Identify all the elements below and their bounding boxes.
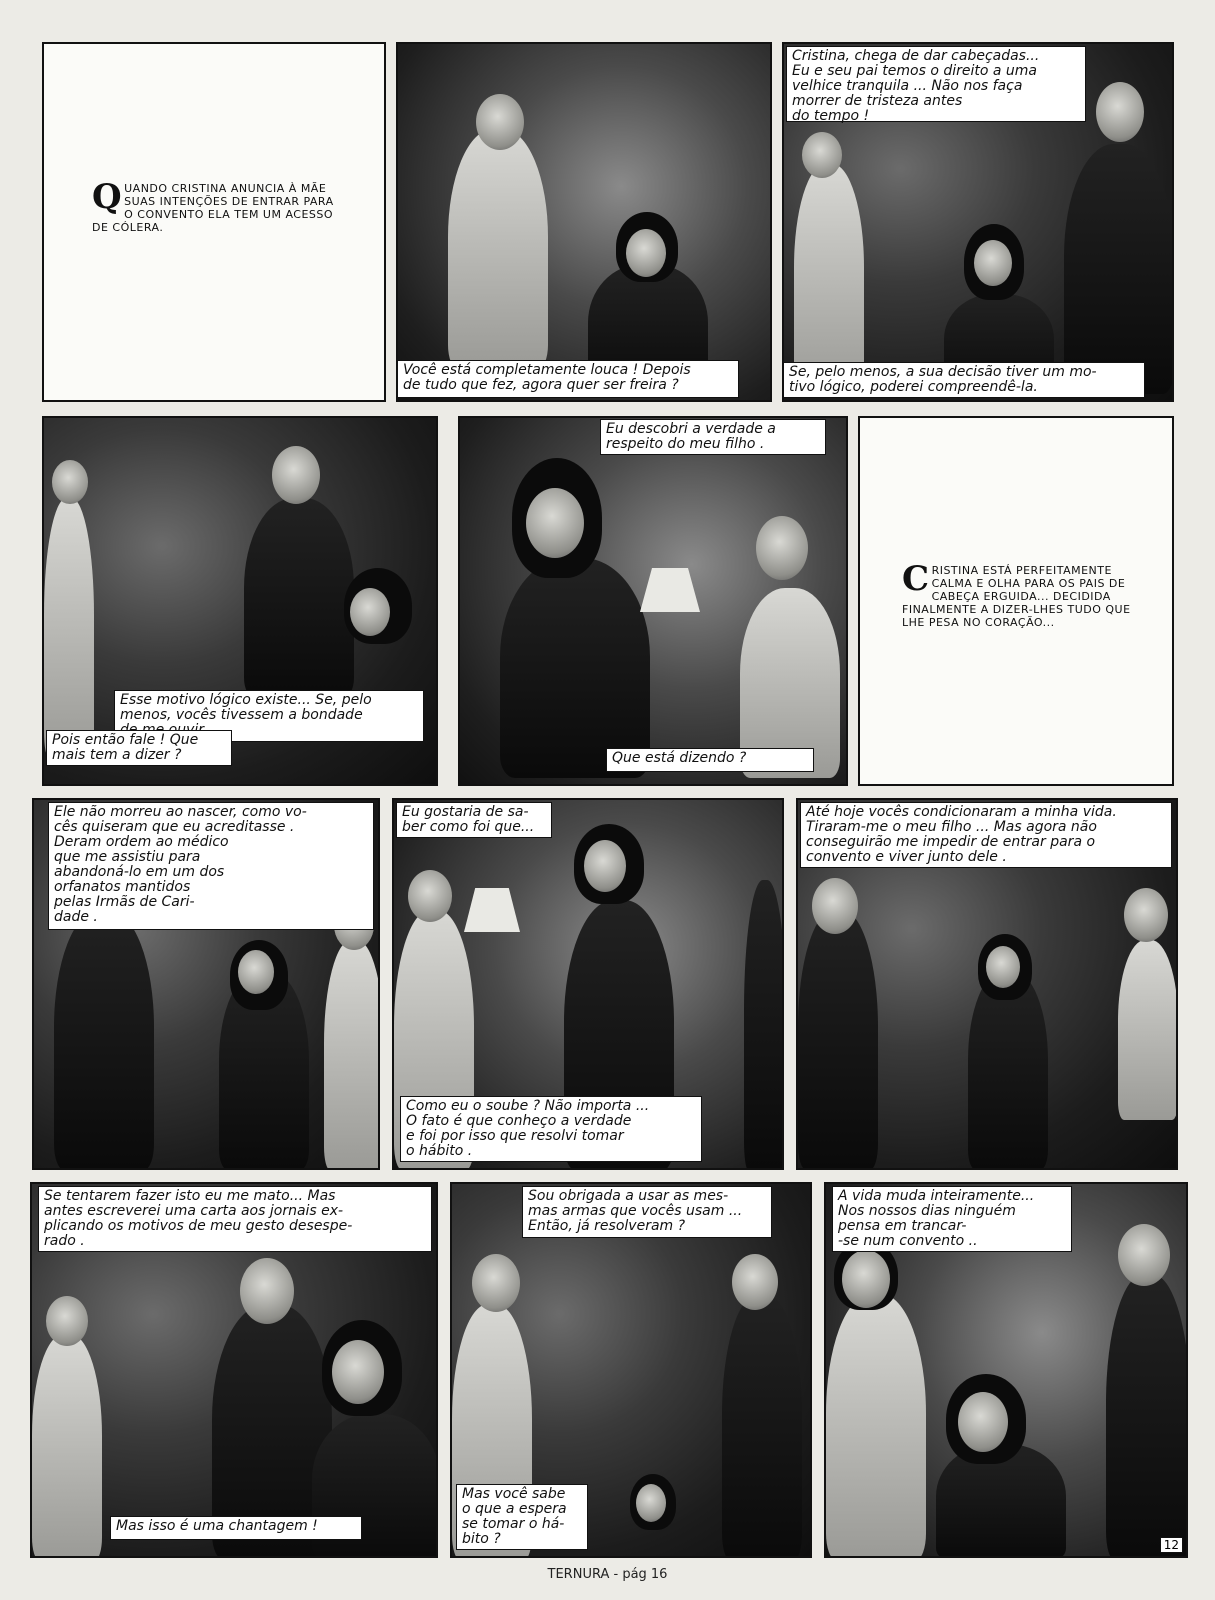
drop-cap: C: [902, 559, 930, 599]
panel-5-photo: [458, 416, 848, 786]
father-figure: [744, 880, 784, 1170]
mother-head: [408, 870, 452, 922]
panel-7-photo: [32, 798, 380, 1170]
table-lamp: [640, 568, 700, 612]
father-head: [732, 1254, 778, 1310]
panel-11-photo: [450, 1182, 812, 1558]
mother-head: [1124, 888, 1168, 942]
speech-bubble: Ele não morreu ao nascer, como vo- cês quiseram que eu acreditasse . Deram ordem ao médico que me assistiu para abandoná-lo em um dos orfanatos mantidos pelas Irmãs de Cari- dade .: [48, 802, 374, 930]
speech-bubble: Até hoje vocês condicionaram a minha vida. Tiraram-me o meu filho ... Mas agora não conseguirão me impedir de entrar para o convento e viver junto dele .: [800, 802, 1172, 868]
speech-bubble: A vida muda inteiramente... Nos nossos dias ninguém pensa em trancar- -se num convento ..: [832, 1186, 1072, 1252]
father-head: [1118, 1224, 1170, 1286]
father-figure: [722, 1294, 802, 1558]
drop-cap: Q: [92, 177, 123, 217]
caption-text: UANDO CRISTINA ANUNCIA À MÃE SUAS INTENÇÕES DE ENTRAR PARA O CONVENTO ELA TEM UM ACESSO DE CÓLERA.: [92, 182, 334, 234]
panel-2-photo: [396, 42, 772, 402]
cristina-head: [986, 946, 1020, 988]
panel-4-photo: [42, 416, 438, 786]
speech-bubble-a: Esse motivo lógico existe... Se, pelo menos, vocês tivessem a bondade: [114, 690, 424, 742]
speech-bubble: Você está completamente louca ! Depois de tudo que fez, agora quer ser freira ?: [397, 360, 739, 398]
mother-head: [842, 1250, 890, 1308]
mother-figure: [448, 129, 548, 369]
speech-bubble-top: Eu gostaria de sa- ber como foi que...: [396, 802, 552, 838]
mother-head: [46, 1296, 88, 1346]
narration-caption: [92, 177, 342, 234]
father-figure: [54, 910, 154, 1170]
speech-bubble-bottom: Que está dizendo ?: [606, 748, 814, 772]
mother-figure: [44, 498, 94, 758]
speech-bubble-b: Pois então fale ! Que mais tem a dizer ?: [46, 730, 232, 766]
father-figure: [244, 498, 354, 698]
speech-bubble-top: Sou obrigada a usar as mes- mas armas que vocês usam ... Então, já resolveram ?: [522, 1186, 772, 1238]
mother-head: [472, 1254, 520, 1312]
panel-10-photo: [30, 1182, 438, 1558]
cristina-head: [332, 1340, 384, 1404]
mother-figure: [826, 1294, 926, 1558]
mother-figure: [1118, 940, 1178, 1120]
page-number-box: 12: [1160, 1537, 1183, 1553]
father-head: [240, 1258, 294, 1324]
cristina-head: [526, 488, 584, 558]
cristina-head: [636, 1484, 666, 1522]
speech-bubble-top: Cristina, chega de dar cabeçadas... Eu e seu pai temos o direito a uma velhice tranquila ... Não nos faça morrer de tristeza antes do tempo !: [786, 46, 1086, 122]
cristina-head: [584, 840, 626, 892]
panel-1-narration: [42, 42, 386, 402]
cristina-head: [626, 229, 666, 277]
speech-bubble-bottom: Mas você sabe o que a espera se tomar o há- bito ?: [456, 1484, 588, 1550]
father-head: [272, 446, 320, 504]
cristina-head: [974, 240, 1012, 286]
mother-head: [756, 516, 808, 580]
speech-bubble-bottom: Mas isso é uma chantagem !: [110, 1516, 362, 1540]
father-head: [1096, 82, 1144, 142]
cristina-head: [350, 588, 390, 636]
panel-6-narration: [858, 416, 1174, 786]
mother-figure: [32, 1334, 102, 1558]
father-figure: [1064, 144, 1174, 394]
mother-head: [476, 94, 524, 150]
mother-figure: [324, 940, 380, 1170]
panel-3-photo: [782, 42, 1174, 402]
father-head: [812, 878, 858, 934]
panel-8-photo: [392, 798, 784, 1170]
mother-head: [52, 460, 88, 504]
speech-bubble-top: Eu descobri a verdade a respeito do meu filho .: [600, 419, 826, 455]
cristina-figure: [968, 970, 1048, 1170]
speech-bubble-bottom: Como eu o soube ? Não importa ... O fato é que conheço a verdade e foi por isso que resolvi tomar o hábito .: [400, 1096, 702, 1162]
cristina-figure: [500, 558, 650, 778]
panel-12-photo: [824, 1182, 1188, 1558]
caption-text: RISTINA ESTÁ PERFEITAMENTE CALMA E OLHA PARA OS PAIS DE CABEÇA ERGUIDA... DECIDIDA FINALMENTE A DIZER-LHES TUDO QUE LHE PESA NO CORAÇÃO...: [902, 564, 1131, 629]
cristina-head: [238, 950, 274, 994]
speech-bubble-bottom: Se, pelo menos, a sua decisão tiver um mo- tivo lógico, poderei compreendê-la.: [783, 362, 1145, 398]
cristina-head: [958, 1392, 1008, 1452]
father-figure: [798, 910, 878, 1170]
page-footer: TERNURA - pág 16: [547, 1567, 668, 1582]
panel-9-photo: [796, 798, 1178, 1170]
mother-figure: [794, 164, 864, 394]
table-lamp: [464, 888, 520, 932]
narration-caption: [902, 559, 1152, 629]
mother-head: [802, 132, 842, 178]
speech-bubble-top: Se tentarem fazer isto eu me mato... Mas antes escreverei uma carta aos jornais ex- plicando os motivos de meu gesto desespe- rado .: [38, 1186, 432, 1252]
father-figure: [1106, 1274, 1188, 1558]
